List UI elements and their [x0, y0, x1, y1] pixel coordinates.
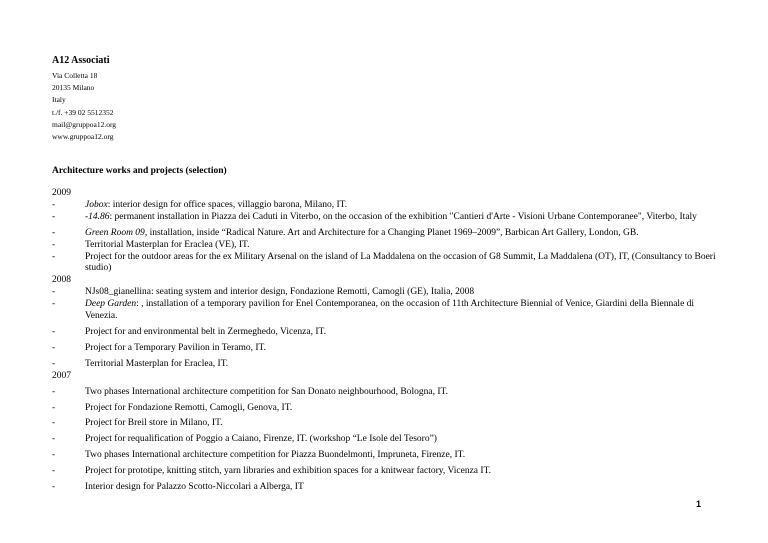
work-item	[52, 450, 717, 462]
contact-country: Italy	[52, 95, 66, 105]
work-description: Interior design for Palazzo Scotto-Niccolari a Alberga, IT	[85, 482, 304, 493]
work-item	[52, 343, 717, 355]
work-description: NJs08_gianellina: seating system and interior design, Fondazione Remotti, Camogli (GE), Italia, 2008	[85, 287, 475, 298]
list-dash: -	[52, 287, 56, 298]
work-item	[52, 287, 717, 299]
work-description: Project for requalification of Poggio a Caiano, Firenze, IT. (workshop “Le Isole del Tesoro”)	[85, 434, 437, 445]
year-heading: 2007	[52, 370, 71, 381]
work-item	[52, 359, 717, 371]
list-dash: -	[52, 299, 56, 310]
list-dash: -	[52, 434, 56, 445]
work-description: , installation, inside “Radical Nature. Art and Architecture for a Changing Planet 1969–2009”, Barbican Art Gallery, London, GB.	[144, 227, 639, 238]
work-title: -14.86	[85, 211, 110, 222]
list-dash: -	[52, 482, 56, 493]
year-heading: 2009	[52, 188, 71, 198]
list-dash: -	[52, 326, 56, 337]
work-description: Project for the outdoor areas for the ex Military Arsenal on the island of La Maddalena on the occasion of G8 Summit, La Maddalena (OT), IT, (Consultancy to Boeri studio)	[85, 251, 716, 274]
work-item	[52, 387, 717, 399]
work-description: Project for prototipe, knitting stitch, yarn libraries and exhibition spaces for a knitwear factory, Vicenza IT.	[85, 466, 492, 477]
list-dash: -	[52, 450, 56, 461]
list-dash: -	[52, 466, 56, 477]
list-dash: -	[52, 402, 56, 413]
list-dash: -	[52, 227, 56, 238]
list-dash: -	[52, 358, 56, 369]
contact-website: www.gruppoa12.org	[52, 132, 114, 142]
work-item	[52, 418, 717, 430]
work-item	[52, 482, 717, 494]
work-description: Project for a Temporary Pavilion in Teramo, IT.	[85, 342, 266, 353]
list-dash: -	[52, 418, 56, 429]
list-dash: -	[52, 251, 56, 262]
section-title: Architecture works and projects (selection)	[52, 166, 227, 176]
work-item	[52, 252, 717, 276]
list-dash: -	[52, 211, 56, 222]
work-item	[52, 212, 717, 224]
list-dash: -	[52, 239, 56, 250]
work-item	[52, 403, 717, 415]
work-description: Two phases International architecture competition for Piazza Buondelmonti, Impruneta, Firenze, IT.	[85, 450, 466, 461]
list-dash: -	[52, 342, 56, 353]
contact-block	[52, 70, 116, 143]
work-item	[52, 228, 717, 240]
work-description: Project for Fondazione Remotti, Camogli, Genova, IT.	[85, 402, 293, 413]
list-dash: -	[52, 386, 56, 397]
work-description: : permanent installation in Piazza dei Caduti in Viterbo, on the occasion of the exhibition "Cantieri d'Arte - Visioni Urbane Contemporanee", Viterbo, Italy	[109, 211, 697, 222]
work-title: Deep Garden	[85, 299, 137, 310]
work-item	[52, 299, 717, 323]
contact-address: Via Colletta 18	[52, 71, 98, 80]
work-item	[52, 200, 717, 212]
page-number: 1	[696, 499, 702, 509]
work-description: Territorial Masterplan for Eraclea (VE), IT.	[85, 239, 250, 250]
work-description: : , installation of a temporary pavilion for Enel Contemporanea, on the occasion of 11th Architecture Biennial of Venice, Giardini della Biennale di Venezia.	[85, 299, 695, 322]
list-dash: -	[52, 199, 56, 210]
firm-name: A12 Associati	[52, 55, 110, 66]
work-item	[52, 327, 717, 339]
work-title: Green Room 09	[85, 227, 145, 238]
work-item	[52, 434, 717, 446]
work-description: Project for Breil store in Milano, IT.	[85, 418, 223, 429]
work-title: Jobox	[85, 199, 108, 210]
contact-city: 20135 Milano	[52, 83, 95, 93]
contact-phone: t./f. +39 02 5512352	[52, 107, 114, 117]
work-description: : interior design for office spaces, villaggio barona, Milano, IT.	[107, 199, 348, 210]
year-heading: 2008	[52, 275, 71, 286]
work-item	[52, 240, 717, 252]
work-description: Project for and environmental belt in Zermeghedo, Vicenza, IT.	[85, 326, 326, 337]
work-description: Territorial Masterplan for Eraclea, IT.	[85, 358, 229, 369]
contact-email: mail@gruppoa12.org	[52, 119, 117, 129]
works-list	[52, 188, 717, 494]
work-description: Two phases International architecture competition for San Donato neighbourhood, Bologna, IT.	[85, 386, 448, 397]
work-item	[52, 466, 717, 478]
